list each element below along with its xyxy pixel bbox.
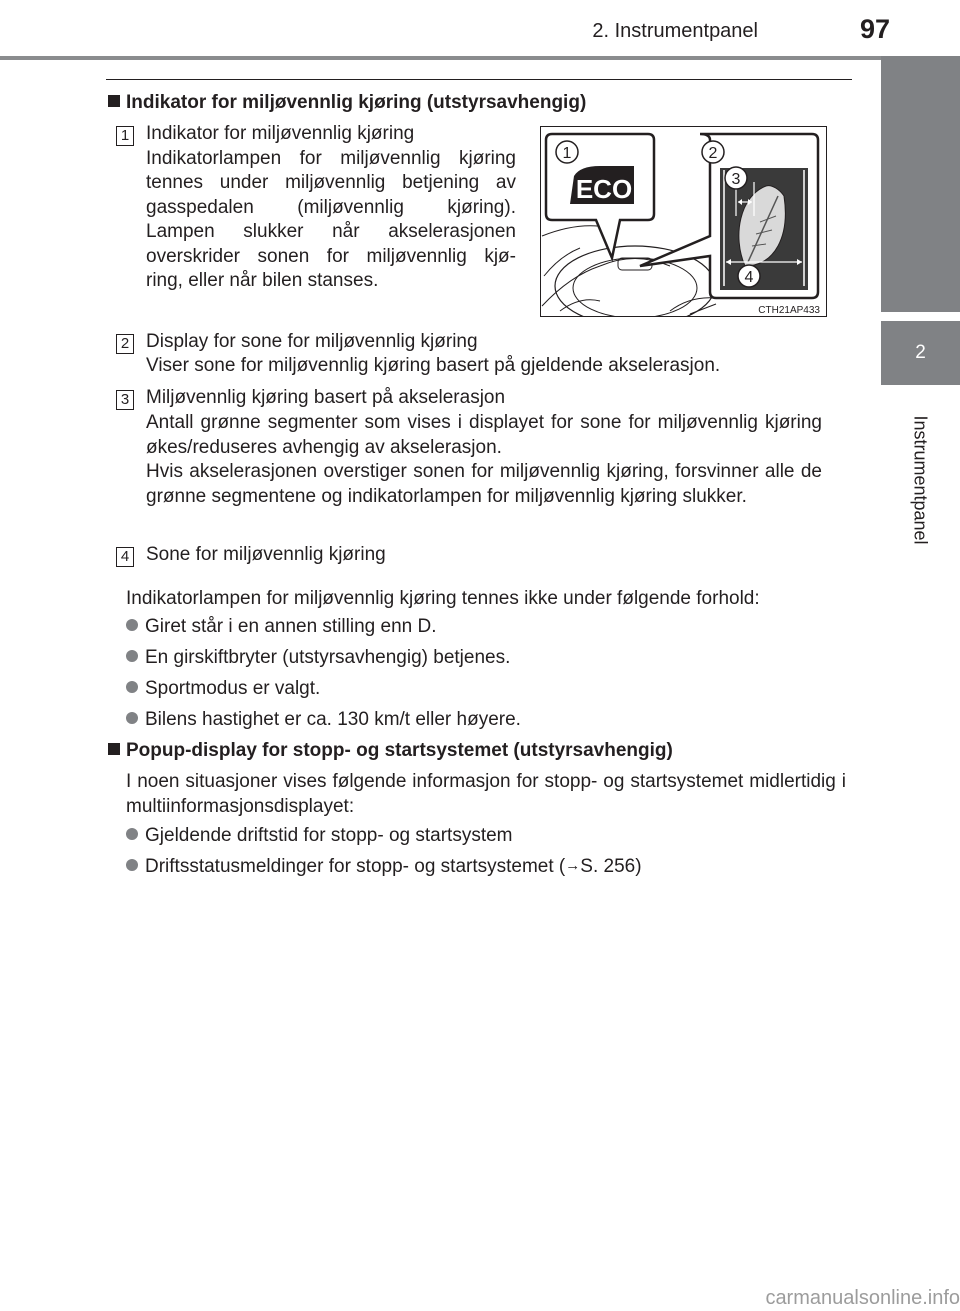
item-1-line-2: tennes under miljøvennlig betjening av bbox=[146, 172, 516, 193]
square-bullet-icon bbox=[108, 95, 120, 107]
item-1-line-3: gasspedalen (miljøvennlig kjøring). bbox=[146, 197, 516, 218]
bullet-dot-icon bbox=[126, 712, 138, 724]
item-1-line-6: ring, eller når bilen stanses. bbox=[146, 270, 379, 291]
bullet-dot-icon bbox=[126, 619, 138, 631]
figure-callout-1: 1 bbox=[562, 145, 572, 162]
item-1-line-5: overskrider sonen for miljøvennlig kjø- bbox=[146, 246, 516, 267]
figure-callout-2: 2 bbox=[708, 145, 718, 162]
bullet-dot-icon bbox=[126, 650, 138, 662]
item-4-title: Sone for miljøvennlig kjøring bbox=[146, 544, 386, 565]
condition-item: Bilens hastighet er ca. 130 km/t eller høyere. bbox=[126, 709, 521, 731]
callout-number-2: 2 bbox=[116, 334, 134, 354]
item-2-body: Viser sone for miljøvennlig kjøring basert på gjeldende akselerasjon. bbox=[146, 355, 721, 376]
watermark: carmanualsonline.info bbox=[765, 1287, 960, 1309]
square-bullet-icon bbox=[108, 743, 120, 755]
figure-code: CTH21AP433 bbox=[758, 305, 820, 316]
item-2-title: Display for sone for miljøvennlig kjøring bbox=[146, 331, 478, 352]
item-1-line-1: Indikatorlampen for miljøvennlig kjøring bbox=[146, 148, 516, 169]
eco-indicator-figure bbox=[540, 126, 827, 317]
bullet-dot-icon bbox=[126, 828, 138, 840]
popup-info-item: Driftsstatusmeldinger for stopp- og startsystemet (→S. 256) bbox=[126, 856, 642, 878]
item-3-title: Miljøvennlig kjøring basert på akselerasjon bbox=[146, 387, 506, 408]
figure-callout-4: 4 bbox=[744, 269, 754, 286]
conditions-intro: Indikatorlampen for miljøvennlig kjøring tennes ikke under følgende forhold: bbox=[126, 588, 760, 609]
side-tab-strip bbox=[881, 56, 960, 312]
figure-callout-3: 3 bbox=[731, 171, 741, 188]
top-rule bbox=[106, 79, 852, 80]
popup-info-item: Gjeldende driftstid for stopp- og startsystem bbox=[126, 825, 513, 847]
eco-label: ECO bbox=[575, 174, 633, 204]
bullet-dot-icon bbox=[126, 681, 138, 693]
item-1-line-4: Lampen slukker når akselerasjonen bbox=[146, 221, 516, 242]
callout-number-4: 4 bbox=[116, 547, 134, 567]
chapter-side-label: Instrumentpanel bbox=[910, 415, 931, 545]
condition-item: Sportmodus er valgt. bbox=[126, 678, 320, 700]
arrow-right-icon: → bbox=[565, 857, 581, 874]
header-bar bbox=[0, 56, 960, 60]
item-3-body-2: Hvis akselerasjonen overstiger sonen for miljøvennlig kjøring, forsvinner alle de grønne segmentene og indikatorlampen for miljøvennlig kjøring slukker. bbox=[146, 461, 822, 507]
callout-number-3: 3 bbox=[116, 390, 134, 410]
condition-item: Giret står i en annen stilling enn D. bbox=[126, 616, 437, 638]
item-3-body: Antall grønne segmenter som vises i displayet for sone for miljøvennlig kjøring økes/reduseres avhengig av akselerasjon. bbox=[146, 412, 822, 458]
callout-number-1: 1 bbox=[116, 126, 134, 146]
section-heading-eco: Indikator for miljøvennlig kjøring (utstyrsavhengig) bbox=[108, 92, 586, 114]
bullet-dot-icon bbox=[126, 859, 138, 871]
section2-body: I noen situasjoner vises følgende informasjon for stopp- og startsystemet midlertidig i multiinformasjonsdisplayet: bbox=[126, 771, 846, 817]
section-heading-popup: Popup-display for stopp- og startsystemet (utstyrsavhengig) bbox=[108, 740, 673, 762]
chapter-tab bbox=[881, 321, 960, 385]
page-reference-link[interactable]: S. 256) bbox=[580, 856, 642, 877]
item-1-title: Indikator for miljøvennlig kjøring bbox=[146, 123, 415, 144]
chapter-tab-number: 2 bbox=[915, 342, 926, 363]
condition-item: En girskiftbryter (utstyrsavhengig) betjenes. bbox=[126, 647, 510, 669]
chapter-title: 2. Instrumentpanel bbox=[592, 20, 758, 42]
page-number: 97 bbox=[859, 14, 890, 44]
